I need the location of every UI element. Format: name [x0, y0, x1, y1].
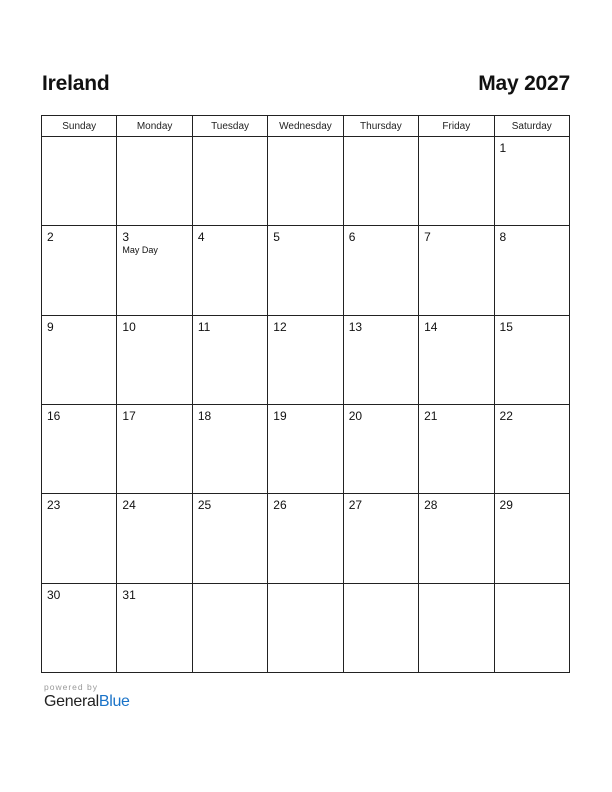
weekday-monday: Monday [117, 116, 192, 137]
day-number: 2 [47, 230, 54, 245]
day-cell [494, 583, 569, 672]
day-number: 10 [122, 319, 136, 334]
day-number: 3 [122, 230, 130, 245]
day-cell [494, 315, 569, 404]
day-number: 4 [197, 230, 205, 245]
day-number: 14 [424, 319, 438, 334]
day-cell [192, 226, 267, 315]
day-number: 28 [424, 498, 438, 513]
brand-blue: Blue [98, 693, 130, 710]
weekday-thursday: Thursday [343, 116, 418, 137]
day-number: 20 [348, 408, 363, 423]
day-number: 22 [499, 408, 513, 423]
day-cell [419, 226, 494, 315]
week-row [42, 226, 570, 315]
day-cell [419, 583, 494, 672]
day-cell [42, 137, 117, 226]
day-number: 6 [348, 230, 356, 245]
day-number: 5 [273, 230, 280, 245]
day-number: 1 [499, 141, 507, 155]
footer-branding [44, 682, 130, 711]
day-cell [268, 404, 343, 493]
holiday-label: May Day [122, 245, 158, 256]
day-cell [42, 583, 117, 672]
day-number: 7 [424, 230, 431, 245]
day-number: 17 [122, 408, 136, 423]
day-number: 25 [197, 498, 212, 513]
weekday-header-row [42, 116, 570, 137]
calendar-grid [41, 115, 570, 673]
day-cell [268, 494, 343, 583]
day-number: 9 [47, 319, 54, 334]
day-cell [343, 226, 418, 315]
day-cell [42, 226, 117, 315]
brand-general: General [44, 693, 99, 710]
day-cell [419, 137, 494, 226]
day-cell [42, 315, 117, 404]
day-cell [117, 494, 192, 583]
day-cell [117, 315, 192, 404]
day-number: 30 [47, 587, 61, 602]
day-cell [419, 494, 494, 583]
day-cell [192, 404, 267, 493]
day-cell [268, 315, 343, 404]
day-cell [494, 404, 569, 493]
day-number: 15 [499, 319, 513, 334]
day-number: 24 [122, 498, 136, 513]
day-cell [192, 315, 267, 404]
day-number: 31 [122, 587, 136, 602]
day-cell [192, 137, 267, 226]
day-cell [343, 315, 418, 404]
weekday-tuesday: Tuesday [192, 116, 267, 137]
country-title: Ireland [42, 72, 110, 95]
day-number: 8 [499, 230, 507, 245]
day-cell [343, 583, 418, 672]
week-row [42, 315, 570, 404]
day-cell [343, 494, 418, 583]
day-cell [117, 404, 192, 493]
day-cell [494, 226, 569, 315]
day-cell [117, 137, 192, 226]
calendar-body [42, 137, 570, 673]
day-cell [42, 494, 117, 583]
day-number: 12 [273, 319, 287, 334]
weekday-wednesday: Wednesday [268, 116, 343, 137]
day-cell [117, 226, 192, 315]
weekday-sunday: Sunday [42, 116, 117, 137]
day-number: 23 [47, 498, 61, 513]
powered-by-text: powered by [44, 682, 98, 692]
day-cell [268, 583, 343, 672]
day-cell [343, 404, 418, 493]
week-row [42, 494, 570, 583]
day-cell [419, 315, 494, 404]
day-number: 21 [424, 408, 438, 423]
week-row [42, 404, 570, 493]
day-cell [268, 137, 343, 226]
day-cell [192, 583, 267, 672]
day-cell [268, 226, 343, 315]
day-number: 16 [47, 408, 61, 423]
day-cell [494, 137, 569, 226]
weekday-friday: Friday [419, 116, 494, 137]
day-number: 27 [348, 498, 363, 513]
brand-logo [44, 693, 130, 711]
day-cell [494, 494, 569, 583]
day-cell [117, 583, 192, 672]
day-cell [42, 404, 117, 493]
calendar-header [42, 70, 570, 98]
day-cell [419, 404, 494, 493]
week-row [42, 137, 570, 226]
weekday-saturday: Saturday [494, 116, 569, 137]
day-number: 13 [348, 319, 363, 334]
day-cell [192, 494, 267, 583]
week-row [42, 583, 570, 672]
day-number: 29 [499, 498, 513, 513]
day-number: 26 [273, 498, 287, 513]
month-year-title: May 2027 [478, 72, 570, 95]
day-cell [343, 137, 418, 226]
day-number: 18 [197, 408, 212, 423]
day-number: 11 [197, 319, 211, 334]
day-number: 19 [273, 408, 287, 423]
